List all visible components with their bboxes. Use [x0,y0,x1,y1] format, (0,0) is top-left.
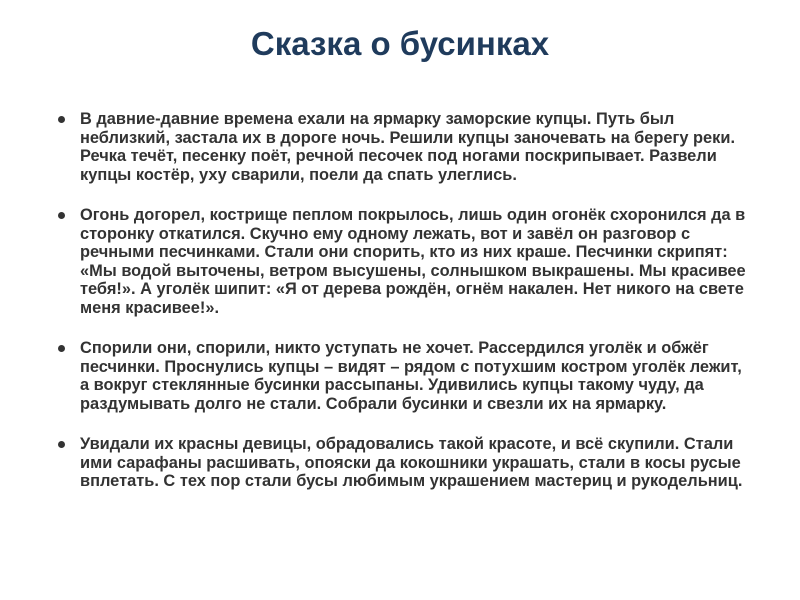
bullet-paragraph-2: Огонь догорел, кострище пеплом покрылось, лишь один огонёк схоронился да в сторонку откатился. Скучно ему одному лежать, вот и завёл он разговор с речными песчинками. Стали они спорить, кто из них краше. Песчинки скрипят: «Мы водой выточены, ветром высушены, солнышком выкрашены. Мы красивее тебя!». А уголёк шипит: «Я от дерева рождён, огнём накален. Нет никого на свете меня красивее!». [58,206,748,317]
bullet-paragraph-3: Спорили они, спорили, никто уступать не хочет. Рассердился уголёк и обжёг песчинки. Проснулись купцы – видят – рядом с потухшим костром уголёк лежит, а вокруг стеклянные бусинки рассыпаны. Удивились купцы такому чуду, да раздумывать долго не стали. Собрали бусинки и свезли их на ярмарку. [58,339,748,413]
bullet-paragraph-1: В давние-давние времена ехали на ярмарку заморские купцы. Путь был неблизкий, застала их в дороге ночь. Решили купцы заночевать на берегу реки. Речка течёт, песенку поёт, речной песочек под ногами поскрипывает. Развели купцы костёр, уху сварили, поели да спать улеглись. [58,110,748,184]
bullet-paragraph-4: Увидали их красны девицы, обрадовались такой красоте, и всё скупили. Стали ими сарафаны расшивать, опояски да кокошники украшать, стали в косы русые вплетать. С тех пор стали бусы любимым украшением мастериц и рукодельниц. [58,435,748,491]
slide-title: Сказка о бусинках [250,25,550,62]
bullet-list [58,110,748,513]
